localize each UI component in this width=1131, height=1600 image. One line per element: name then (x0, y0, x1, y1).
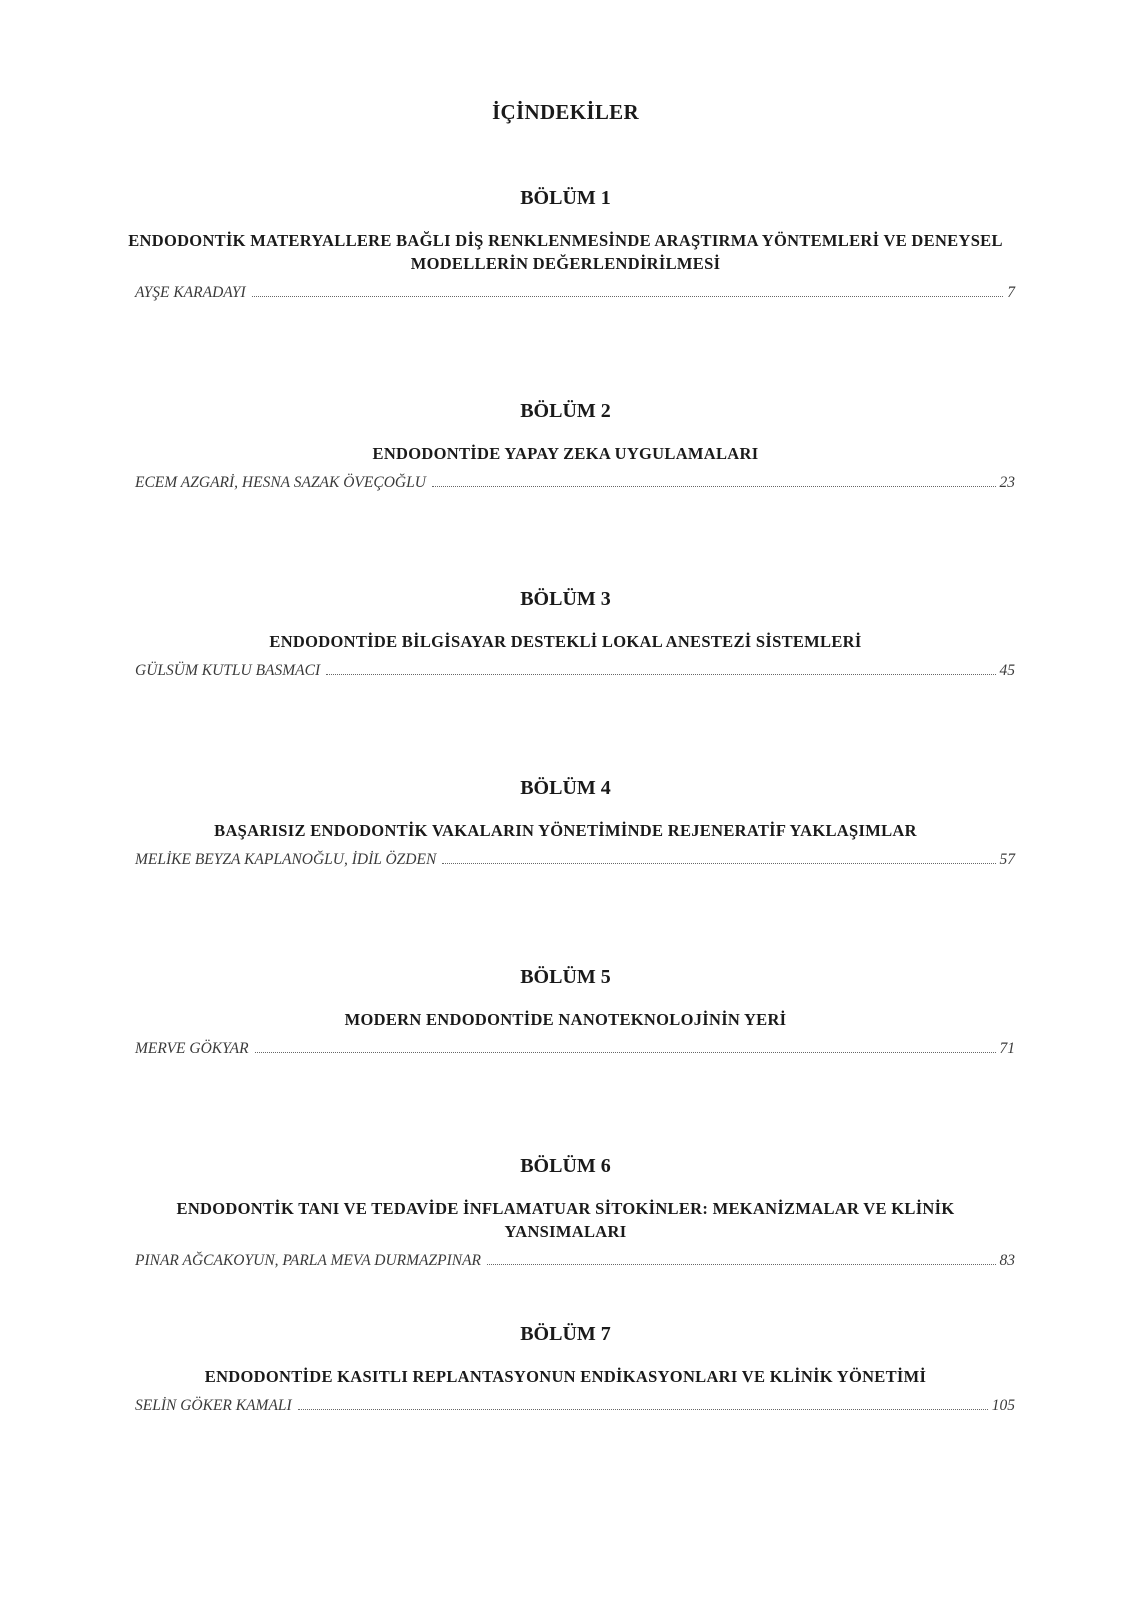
chapter-4 (0, 776, 1131, 870)
dot-leader (252, 296, 1004, 297)
chapter-1 (0, 186, 1131, 303)
chapter-authors: MERVE GÖKYAR (135, 1040, 249, 1057)
chapter-3 (0, 587, 1131, 681)
chapter-title: ENDODONTİDE YAPAY ZEKA UYGULAMALARI (372, 444, 759, 463)
chapter-number: BÖLÜM 1 (520, 187, 611, 209)
chapter-title: MODERN ENDODONTİDE NANOTEKNOLOJİNİN YERİ (344, 1010, 787, 1029)
page-number: 105 (991, 1397, 1015, 1414)
toc-entry[interactable] (135, 661, 1015, 681)
chapter-number: BÖLÜM 6 (520, 1155, 611, 1177)
chapter-authors: AYŞE KARADAYI (135, 284, 246, 301)
page-number: 23 (999, 474, 1015, 491)
chapter-7 (0, 1322, 1131, 1416)
dot-leader (442, 863, 995, 864)
chapter-title: ENDODONTİK MATERYALLERE BAĞLI DİŞ RENKLENMESİNDE ARAŞTIRMA YÖNTEMLERİ VE DENEYSEL MODELLERİN DEĞERLENDİRİLMESİ (128, 231, 1003, 273)
chapter-authors: GÜLSÜM KUTLU BASMACI (135, 662, 321, 679)
page-title: İÇİNDEKİLER (492, 100, 639, 124)
dot-leader (255, 1052, 996, 1053)
page-number: 45 (999, 662, 1015, 679)
toc-entry[interactable] (135, 1251, 1015, 1271)
dot-leader (487, 1264, 995, 1265)
page-number: 83 (999, 1252, 1015, 1269)
chapter-authors: PINAR AĞCAKOYUN, PARLA MEVA DURMAZPINAR (135, 1252, 482, 1269)
chapter-title: ENDODONTİDE KASITLI REPLANTASYONUN ENDİKASYONLARI VE KLİNİK YÖNETİMİ (204, 1367, 927, 1386)
chapter-number: BÖLÜM 5 (520, 966, 611, 988)
dot-leader (326, 674, 995, 675)
chapter-number: BÖLÜM 7 (520, 1323, 611, 1345)
dot-leader (298, 1409, 988, 1410)
toc-entry[interactable] (135, 1039, 1015, 1059)
chapter-number: BÖLÜM 4 (520, 777, 611, 799)
dot-leader (432, 486, 996, 487)
chapter-number: BÖLÜM 2 (520, 400, 611, 422)
chapter-number: BÖLÜM 3 (520, 588, 611, 610)
toc-entry[interactable] (135, 473, 1015, 493)
page-number: 71 (999, 1040, 1015, 1057)
chapter-5 (0, 965, 1131, 1059)
chapter-authors: MELİKE BEYZA KAPLANOĞLU, İDİL ÖZDEN (135, 851, 437, 868)
page-number: 7 (1007, 284, 1015, 301)
chapter-title: ENDODONTİDE BİLGİSAYAR DESTEKLİ LOKAL ANESTEZİ SİSTEMLERİ (269, 632, 862, 651)
chapter-6 (0, 1154, 1131, 1271)
chapter-authors: SELİN GÖKER KAMALI (135, 1397, 292, 1414)
toc-entry[interactable] (135, 1396, 1015, 1416)
toc-entry[interactable] (135, 850, 1015, 870)
chapter-authors: ECEM AZGARİ, HESNA SAZAK ÖVEÇOĞLU (135, 474, 426, 491)
page-number: 57 (999, 851, 1015, 868)
chapter-title: BAŞARISIZ ENDODONTİK VAKALARIN YÖNETİMİNDE REJENERATİF YAKLAŞIMLAR (214, 821, 917, 840)
toc-entry[interactable] (135, 283, 1015, 303)
chapter-title: ENDODONTİK TANI VE TEDAVİDE İNFLAMATUAR SİTOKİNLER: MEKANİZMALAR VE KLİNİK YANSIMALARI (176, 1199, 955, 1241)
chapter-2 (0, 399, 1131, 493)
